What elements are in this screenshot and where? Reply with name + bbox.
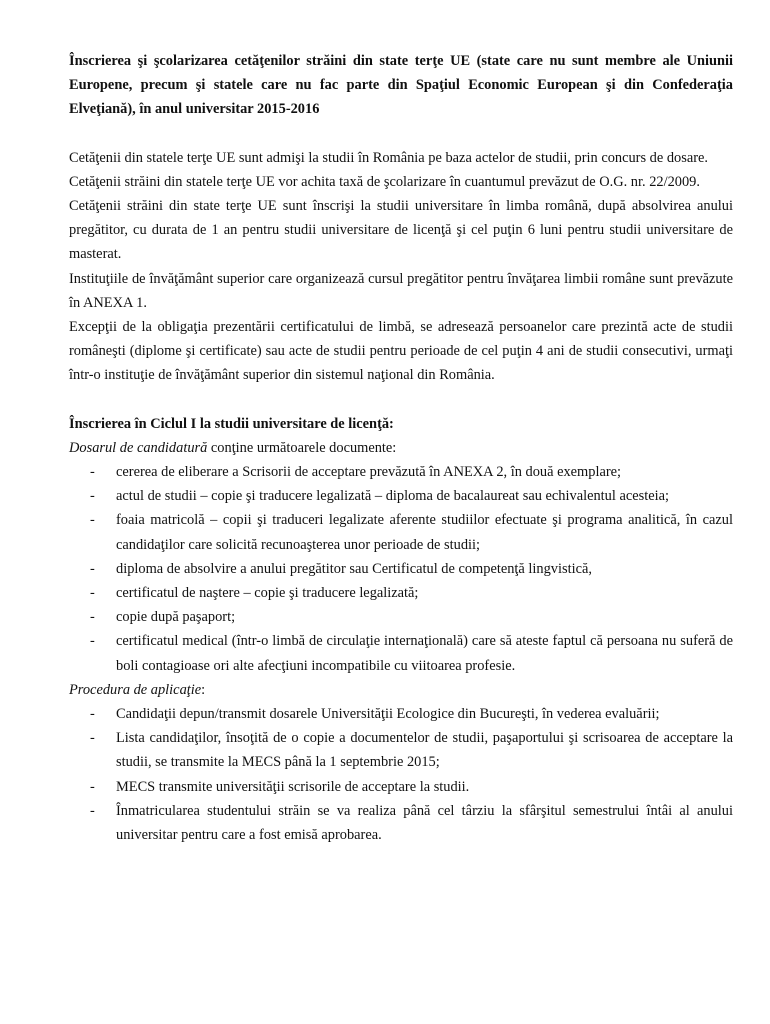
list-item [69,581,733,605]
list-item-text: certificatul de naştere – copie şi traducere legalizată; [116,585,419,602]
list-item [69,557,733,581]
list-item-text: MECS transmite universităţii scrisorile de acceptare la studii. [116,778,470,795]
intro-paragraph: Cetăţenii străini din state terţe UE sunt înscrişi la studii universitare în limba română, după absolvirea anului pregătitor, cu durata de 1 an pentru studii universitare de licenţă şi cel puţin 6 luni pentru studii universitare de masterat. [69,198,733,263]
list-item-text: foaia matricolă – copii şi traduceri legalizate aferente studiilor efectuate şi programa analitică, în cazul candidaţilor care solicită recunoaşterea unor perioade de studii; [116,512,733,553]
dash-marker: - [90,730,95,747]
dash-marker: - [90,464,95,481]
dosar-label-line [69,436,733,460]
list-item-text: Lista candidaţilor, însoţită de o copie a documentelor de studii, paşaportului şi scrisoarea de acceptare la studii, se transmite la MECS până la 1 septembrie 2015; [116,730,733,771]
list-item [69,605,733,629]
list-item-text: copie după paşaport; [116,609,236,626]
list-item-text: Înmatricularea studentului străin se va realiza până cel târziu la sfârşitul semestrului întâi al anului universitar pentru care a fost emisă aprobarea. [116,802,733,844]
procedura-step-list [69,702,733,847]
section-heading: Înscrierea în Ciclul I la studii universitare de licenţă: [69,415,394,432]
list-item-text: cererea de eliberare a Scrisorii de acceptare prevăzută în ANEXA 2, în două exemplare; [116,464,622,481]
dash-marker: - [90,488,95,505]
list-item [69,508,733,556]
dash-marker: - [90,778,95,795]
list-item-text: certificatul medical (într-o limbă de circulaţie internaţională) care să ateste faptul că persoana nu suferă de boli contagioase ori alte afecţiuni incompatibile cu viitoarea profesie. [116,633,733,674]
dash-marker: - [90,802,95,819]
intro-paragraph: Excepţii de la obligaţia prezentării certificatului de limbă, se adresează persoanelor care prezintă acte de studii româneşti (diplome şi certificate) sau acte de studii pentru perioade de cel puţin 4 ani de studii consecutivi, urmaţi într-o instituţie de învăţământ superior din sistemul naţional din România. [69,319,733,384]
list-item [69,702,733,726]
dash-marker: - [90,706,95,723]
procedura-label: Procedura de aplicaţie [69,681,202,698]
list-item-text: diploma de absolvire a anului pregătitor sau Certificatul de competenţă lingvistică, [116,560,592,577]
document-title: Înscrierea şi şcolarizarea cetăţenilor străini din state terţe UE (state care nu sunt membre ale Uniunii Europene, precum şi statele care nu fac parte din Spaţiul Economic European şi din Confederaţia Elveţiană), în anul universitar 2015-2016 [69,53,733,118]
list-item [69,775,733,799]
document-page [69,49,733,847]
dosar-document-list [69,460,733,678]
spacer [69,388,733,412]
list-item [69,460,733,484]
list-item [69,629,733,677]
list-item-text: Candidaţii depun/transmit dosarele Universităţii Ecologice din Bucureşti, în vederea evaluării; [116,706,660,723]
dash-marker: - [90,585,95,602]
dash-marker: - [90,512,95,529]
dash-marker: - [90,560,95,577]
procedura-label-rest: : [201,681,206,698]
intro-paragraph: Cetăţenii din statele terţe UE sunt admişi la studii în România pe baza actelor de studii, prin concurs de dosare. [69,149,708,166]
intro-section [69,146,733,388]
list-item-text: actul de studii – copie şi traducere legalizată – diploma de bacalaureat sau echivalentul acesteia; [116,488,669,505]
intro-paragraph: Cetăţenii străini din statele terţe UE vor achita taxă de şcolarizare în cuantumul prevăzut de O.G. nr. 22/2009. [69,173,700,190]
dosar-label: Dosarul de candidatură [69,439,208,456]
intro-paragraph: Instituţiile de învăţământ superior care organizează cursul pregătitor pentru învăţarea limbii române sunt prevăzute în ANEXA 1. [69,270,733,311]
dash-marker: - [90,609,95,626]
dosar-label-rest: conţine următoarele documente: [207,439,397,456]
list-item [69,799,733,847]
procedura-label-line [69,678,733,702]
list-item [69,484,733,508]
spacer [69,122,733,146]
dash-marker: - [90,633,95,650]
list-item [69,726,733,774]
